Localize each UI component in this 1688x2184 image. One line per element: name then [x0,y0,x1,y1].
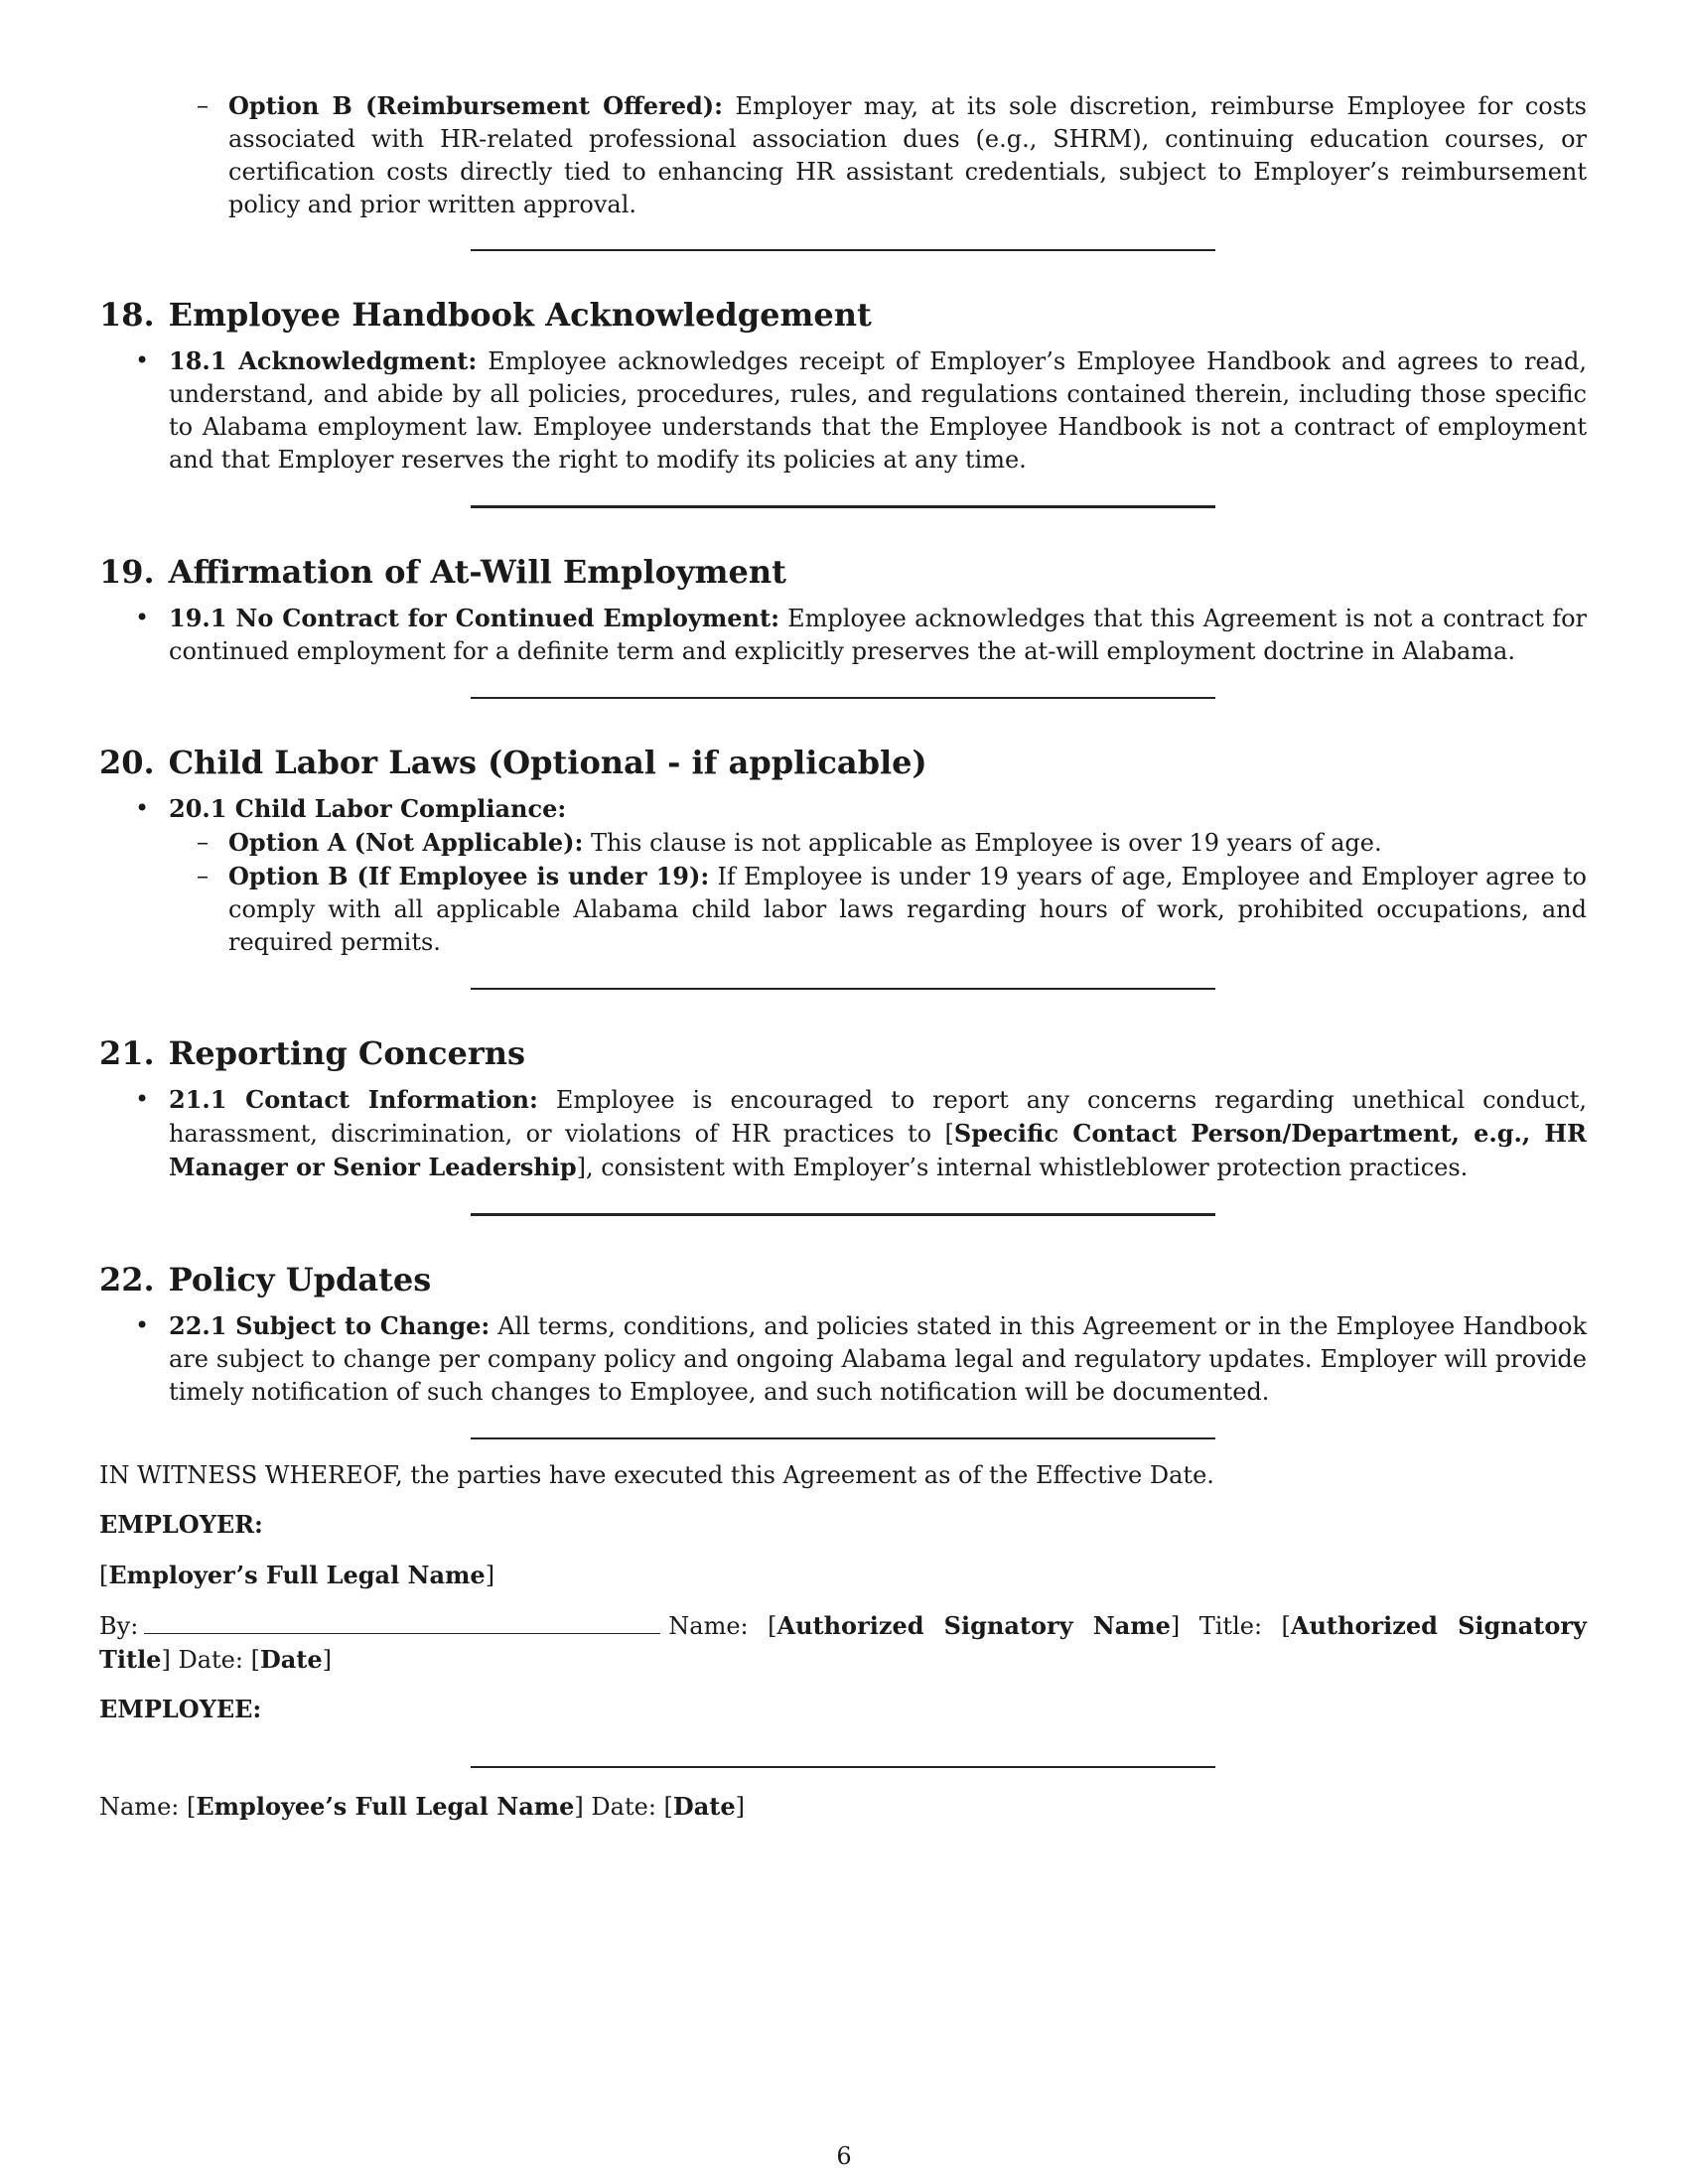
option-a-not-applicable [99,826,1587,860]
clause-label: 18.1 Acknowledgment: [169,346,478,375]
employer-heading [99,1508,1587,1542]
employee-name-label: Name: [99,1793,180,1821]
employer-name-placeholder: Employer’s Full Legal Name [108,1561,486,1589]
employee-signature-line[interactable] [471,1766,1215,1768]
contact-placeholder: Specific Contact Person/Department, e.g., HR Manager or Senior Leadership [169,1119,1587,1181]
option-text: If Employee is under 19 years of age, Employee and Employer agree to comply with all applicable Alabama child labor laws regarding hours of work, prohibited occupations, and required permits. [228,863,1587,956]
section-divider [471,1437,1215,1439]
employee-date-placeholder: Date [672,1792,736,1821]
dash-marker: – [197,828,209,856]
employee-date-label: Date: [591,1793,656,1821]
dash-marker: – [197,862,209,889]
section-heading-21 [99,1033,1587,1073]
section-heading-19 [99,552,1587,592]
title-label: Title: [1198,1612,1263,1640]
bullet-marker: • [135,346,150,374]
section-heading-18 [99,295,1587,335]
section-heading-22 [99,1260,1587,1299]
option-label: Option B (If Employee is under 19): [228,862,710,890]
section-title: Affirmation of At-Will Employment [168,553,786,591]
section-number: 22. [99,1261,155,1298]
employee-name-placeholder: Employee’s Full Legal Name [196,1792,575,1821]
section-heading-20 [99,743,1587,782]
date-placeholder: Date [259,1645,323,1674]
clause-text-before: Employee is encouraged to report any concerns regarding unethical conduct, harassment, discrimination, or violations of HR practices to [ [169,1086,1587,1148]
clause-19-1 [99,602,1587,668]
section-number: 21. [99,1034,155,1072]
employee-name-line: Name: [Employee’s Full Legal Name] Date: [Date] [99,1792,745,1821]
option-text: Employer may, at its sole discretion, reimburse Employee for costs associated with HR-related professional association dues (e.g., SHRM), continuing education courses, or certification costs directly tied to enhancing HR assistant credentials, subject to Employer’s reimbursement policy and prior written approval. [228,92,1587,218]
section-number: 18. [99,296,155,334]
clause-text: Employee acknowledges that this Agreement is not a contract for continued employment for a definite term and explicitly preserves the at-will employment doctrine in Alabama. [169,605,1587,665]
option-b-reimbursement [99,89,1587,221]
clause-text-after: ], consistent with Employer’s internal whistleblower protection practices. [576,1154,1469,1181]
dash-marker: – [197,91,209,119]
clause-21-1 [99,1083,1587,1184]
option-label: Option B (Reimbursement Offered): [228,91,723,120]
clause-18-1 [99,344,1587,477]
document-page [99,89,1587,1824]
section-number: 19. [99,553,155,591]
authorized-name-placeholder: Authorized Signatory Name [776,1611,1171,1640]
clause-label: 20.1 Child Labor Compliance: [169,794,567,823]
bullet-marker: • [135,1311,150,1339]
signature-line[interactable] [144,1611,660,1634]
bullet-marker: • [135,794,150,822]
by-label: By: [99,1612,139,1640]
employer-name-line: [Employer’s Full Legal Name] [99,1561,495,1589]
clause-text: All terms, conditions, and policies stated in this Agreement or in the Employee Handbook are subject to change per company policy and ongoing Alabama legal and regulatory updates. Employer will provide timely notification of such changes to Employee, and such notification will be documented. [169,1312,1587,1406]
section-number: 20. [99,744,155,781]
option-text: This clause is not applicable as Employee is over 19 years of age. [591,829,1382,857]
section-divider [471,988,1215,990]
employee-heading-text: EMPLOYEE: [99,1695,262,1723]
clause-20-1 [99,792,1587,826]
section-divider [471,505,1215,508]
option-b-under-19 [99,860,1587,959]
section-divider [471,249,1215,251]
name-label: Name: [668,1612,749,1640]
clause-text: Employee acknowledges receipt of Employer’s Employee Handbook and agrees to read, understand, and abide by all policies, procedures, rules, and regulations contained therein, including those specific to Alabama employment law. Employee understands that the Employee Handbook is not a contract of employment and that Employer reserves the right to modify its policies at any time. [169,347,1588,474]
section-title: Policy Updates [168,1261,432,1298]
witness-statement: IN WITNESS WHEREOF, the parties have executed this Agreement as of the Effective Date. [99,1461,1214,1489]
clause-label: 22.1 Subject to Change: [169,1311,491,1340]
bullet-marker: • [135,1085,150,1113]
section-divider [471,1213,1215,1216]
section-title: Child Labor Laws (Optional - if applicable) [168,744,927,781]
date-label: Date: [178,1646,243,1674]
clause-22-1 [99,1309,1587,1409]
clause-label: 21.1 Contact Information: [169,1085,538,1114]
clause-label: 19.1 No Contract for Continued Employment: [169,604,779,632]
employer-heading-text: EMPLOYER: [99,1510,263,1539]
option-label: Option A (Not Applicable): [228,828,584,857]
section-divider [471,697,1215,699]
employer-signature-line: By: Name: [Authorized Signatory Name] Title: [Authorized Signatory Title] Date: [Date] [99,1611,1587,1674]
section-title: Reporting Concerns [168,1034,525,1072]
section-title: Employee Handbook Acknowledgement [168,296,872,334]
page-number: 6 [836,2142,852,2170]
authorized-title-placeholder: Authorized Signatory Title [99,1611,1587,1674]
bullet-marker: • [135,604,150,631]
employee-heading [99,1693,1587,1726]
